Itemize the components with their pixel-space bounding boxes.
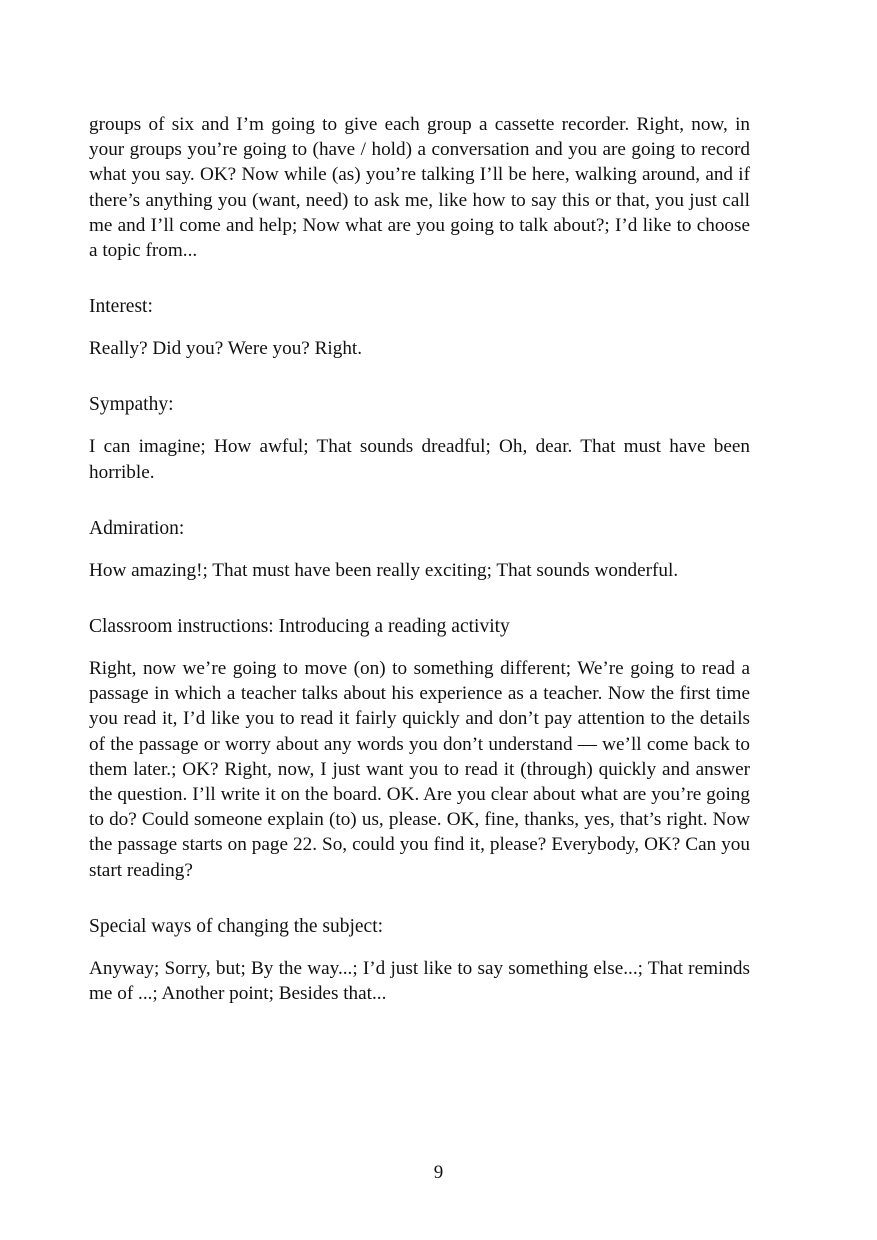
spacer bbox=[89, 485, 750, 516]
spacer bbox=[89, 583, 750, 614]
section-heading-admiration: Admiration: bbox=[89, 517, 185, 539]
spacer bbox=[89, 263, 750, 294]
spacer bbox=[89, 361, 750, 392]
spacer bbox=[89, 883, 750, 914]
intro-paragraph: groups of six and I’m going to give each group a cassette recorder. Right, now, in your groups you’re going to (have / hold) a conversation and you are going to record what you say. OK? Now while (as) you’re talking I’ll be here, walking around, and if there’s anything you (want, need) to ask me, like how to say this or that, you just call me and I’ll come and help; Now what are you going to talk about?; I’d like to choose a topic from... bbox=[89, 114, 750, 262]
spacer bbox=[89, 319, 750, 336]
section-text-classroom-instructions: Right, now we’re going to move (on) to something different; We’re going to read a passage in which a teacher talks about his experience as a teacher. Now the first time you read it, I’d like you to read it fairly quickly and don’t pay attention to the details of the passage or worry about any words you don’t understand — we’ll come back to them later.; OK? Right, now, I just want you to read it (through) quickly and answer the question. I’ll write it on the board. OK. Are you clear about what are you’re going to do? Could someone explain (to) us, please. OK, fine, thanks, yes, that’s right. Now the passage starts on page 22. So, could you find it, please? Everybody, OK? Can you start reading? bbox=[89, 658, 750, 881]
spacer bbox=[89, 939, 750, 956]
section-text-sympathy: I can imagine; How awful; That sounds dreadful; Oh, dear. That must have been horrible. bbox=[89, 436, 750, 483]
spacer bbox=[89, 639, 750, 656]
spacer bbox=[89, 541, 750, 558]
document-page bbox=[89, 112, 750, 1006]
spacer bbox=[89, 417, 750, 434]
section-heading-sympathy: Sympathy: bbox=[89, 394, 174, 416]
section-text-interest: Really? Did you? Were you? Right. bbox=[89, 338, 363, 360]
section-heading-classroom-instructions: Classroom instructions: Introducing a reading activity bbox=[89, 616, 510, 638]
page-number: 9 bbox=[433, 1162, 444, 1183]
section-heading-changing-subject: Special ways of changing the subject: bbox=[89, 915, 384, 937]
section-text-changing-subject: Anyway; Sorry, but; By the way...; I’d just like to say something else...; That reminds me of ...; Another point; Besides that... bbox=[89, 957, 750, 1005]
section-heading-interest: Interest: bbox=[89, 296, 153, 318]
section-text-admiration: How amazing!; That must have been really exciting; That sounds wonderful. bbox=[89, 559, 679, 581]
